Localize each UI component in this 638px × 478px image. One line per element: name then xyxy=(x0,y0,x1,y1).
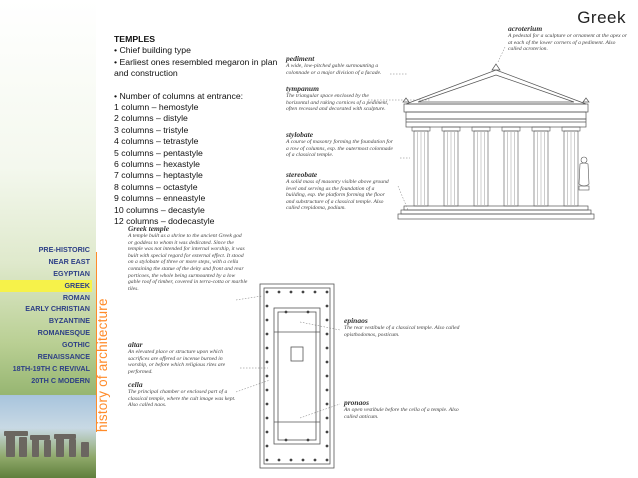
pronaos-annotation: pronaos An open vestibule before the cella of a temple. Also called anticum. xyxy=(344,398,459,420)
plan-column xyxy=(266,417,269,420)
stylobate-annotation: stylobate A course of masonry forming the foundation for a row of columns, esp. the outermost colonnade of a classical temple. xyxy=(286,130,393,159)
plan-column xyxy=(266,319,269,322)
bullet-item: • Number of columns at entrance: xyxy=(114,90,244,101)
plan-column xyxy=(302,291,305,294)
section-heading: TEMPLES xyxy=(114,34,156,44)
plan-column xyxy=(307,311,310,314)
column-term: 10 columns – decastyle xyxy=(114,204,205,215)
plan-column xyxy=(326,291,329,294)
plan-column xyxy=(266,375,269,378)
column-term: 2 columns – distyle xyxy=(114,113,188,124)
plan-column xyxy=(326,389,329,392)
plan-column xyxy=(266,333,269,336)
column-term: 6 columns – hexastyle xyxy=(114,159,200,170)
plan-column xyxy=(278,459,281,462)
stereobate-annotation: stereobate A solid mass of masonry visible above ground level and serving as the foundation of a building, esp. the platform forming the floor and substructure of a classical temple. Also called crepidoma, podium. xyxy=(286,170,389,212)
plan-column xyxy=(326,347,329,350)
nav-item-gothic[interactable]: GOTHIC xyxy=(62,340,90,350)
plan-column xyxy=(285,311,288,314)
column-term: 8 columns – octastyle xyxy=(114,181,198,192)
nav-item-greek[interactable]: GREEK xyxy=(0,280,92,292)
plan-column xyxy=(326,403,329,406)
nav-item-egyptian[interactable]: EGYPTIAN xyxy=(53,268,90,278)
cella-annotation: cella The principal chamber or enclosed part of a classical temple, where the cult image was kept. Also called naos. xyxy=(128,380,236,409)
plan-column xyxy=(290,459,293,462)
plan-column xyxy=(314,291,317,294)
plan-column xyxy=(278,291,281,294)
plan-column xyxy=(326,459,329,462)
nav-item-byzantine[interactable]: BYZANTINE xyxy=(48,316,90,326)
plan-column xyxy=(266,389,269,392)
slide-title: Greek xyxy=(577,8,626,27)
column-term: 5 columns – pentastyle xyxy=(114,147,203,158)
brand-title: history of architecture xyxy=(95,298,110,432)
plan-column xyxy=(326,333,329,336)
nav-item-18th-19th-c-revival[interactable]: 18TH-19TH C REVIVAL xyxy=(12,363,90,373)
tympanum-annotation: tympanum The triangular space enclosed by the horizontal and raking cornices of a pediment, often recessed and decorated with sculpture. xyxy=(286,84,389,113)
plan-column xyxy=(326,361,329,364)
pediment-annotation: pediment A wide, low-pitched gable surmounting a colonnade or a major division of a facade. xyxy=(286,54,382,76)
nav-item-20th-c-modern[interactable]: 20TH C MODERN xyxy=(31,375,90,385)
plan-column xyxy=(314,459,317,462)
plan-column xyxy=(266,291,269,294)
column-term: 7 columns – heptastyle xyxy=(114,170,203,181)
nav-item-romanesque[interactable]: ROMANESQUE xyxy=(37,328,90,338)
altar-annotation: altar An elevated place or structure upon which sacrifices are offered or incense burned in worship, or before which religious rites are performed. xyxy=(128,340,226,375)
bullet-item: • Chief building type xyxy=(114,45,191,56)
column-term: 12 columns – dodecastyle xyxy=(114,216,215,227)
plan-column xyxy=(326,305,329,308)
plan-column xyxy=(326,445,329,448)
column-term: 4 columns – tetrastyle xyxy=(114,136,199,147)
column-term: 1 column – hemostyle xyxy=(114,102,199,113)
plan-column xyxy=(266,305,269,308)
column-term: 9 columns – enneastyle xyxy=(114,193,206,204)
plan-column xyxy=(326,375,329,378)
plan-column xyxy=(326,431,329,434)
nav-item-early-christian[interactable]: EARLY CHRISTIAN xyxy=(25,304,90,314)
acroterium-annotation: acroterium A pedestal for a sculpture or ornament at the apex or at each of the lower corners of a pediment. Also called acroterion. xyxy=(508,24,628,53)
plan-column xyxy=(266,445,269,448)
plan-column xyxy=(266,459,269,462)
plan-column xyxy=(266,403,269,406)
nav-item-renaissance[interactable]: RENAISSANCE xyxy=(37,352,90,362)
nav-item-near-east[interactable]: NEAR EAST xyxy=(48,256,90,266)
plan-column xyxy=(266,347,269,350)
bullet-item: • Earliest ones resembled megaron in plan and construction xyxy=(114,56,278,79)
plan-column xyxy=(307,439,310,442)
plan-column xyxy=(302,459,305,462)
plan-column xyxy=(326,319,329,322)
plan-column xyxy=(266,361,269,364)
greek-temple-annotation: Greek temple A temple built as a shrine to the ancient Greek god or goddess to whom it was dedicated. Since the temple was not intended for internal worship, it was built with special regard for external effect. It stood on a stylobate of three or more steps, with a cella containing the statue of the deity and front and rear porticoes, the whole being surmounted by a low gable roof of timber, covered in terra-cotta or marble tiles. xyxy=(128,224,248,292)
plan-column xyxy=(290,291,293,294)
plan-column xyxy=(266,431,269,434)
temple-plan-drawing xyxy=(258,282,338,472)
plan-column xyxy=(285,439,288,442)
plan-column xyxy=(326,417,329,420)
column-term: 3 columns – tristyle xyxy=(114,124,189,135)
nav-item-pre-historic[interactable]: PRE-HISTORIC xyxy=(38,245,90,254)
nav-item-roman[interactable]: ROMAN xyxy=(62,292,90,302)
epinaos-annotation: epinaos The rear vestibule of a classical temple. Also called opisthodomos, posticum. xyxy=(344,316,460,338)
